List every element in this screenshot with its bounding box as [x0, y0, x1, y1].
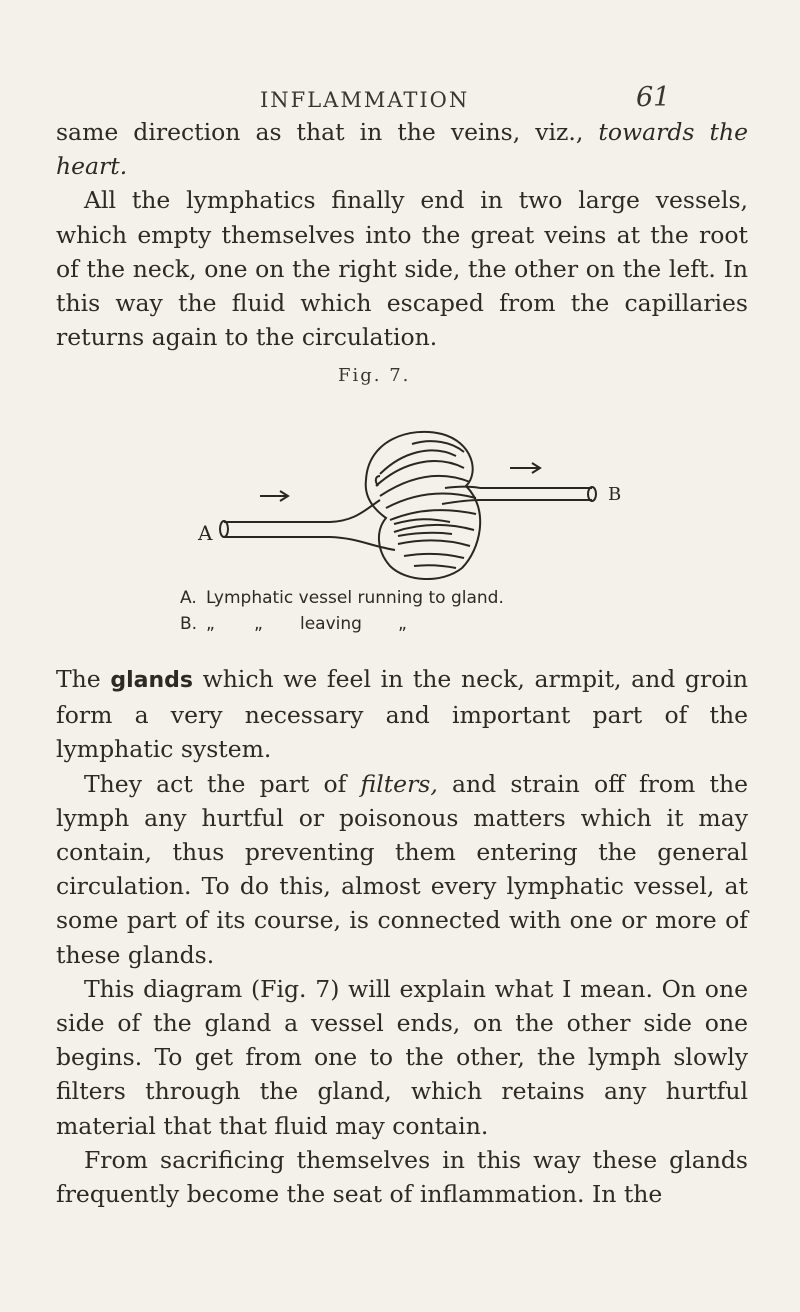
arrow-a	[260, 491, 288, 501]
caption-row-a	[180, 585, 700, 611]
top-text-block	[56, 115, 748, 354]
continuation-paragraph	[56, 115, 748, 183]
continuation-text: same direction as that in the veins, viz.,	[56, 118, 599, 146]
italic-phrase: towards the heart.	[56, 118, 749, 181]
gland-line-5	[390, 510, 476, 520]
glands-rest: which we feel in the neck, armpit, and groin form a very necessary and important part of the lymphatic system.	[56, 665, 748, 764]
gland-hook	[376, 476, 380, 486]
vessel-b-end	[588, 487, 596, 501]
figure-caption	[180, 585, 700, 637]
vessel-a	[224, 500, 395, 550]
glands-paragraph	[56, 662, 748, 767]
filters-paragraph	[56, 767, 748, 972]
caption-key-a: A.	[180, 588, 197, 608]
caption-row-b	[180, 611, 700, 637]
gland-line-8	[404, 554, 464, 558]
label-a: A	[198, 521, 213, 545]
filters-rest: and strain off from the lymph any hurtful or poisonous matters which it may contain, thus preventing them entering the general circulation. To do this, almost every lymphatic vessel, at some part of its course, is connected with one or more of these glands.	[56, 769, 748, 969]
glands-keyword: glands	[110, 668, 193, 693]
gland-diagram	[180, 400, 640, 580]
filters-start: They act the part of	[84, 769, 361, 798]
gland-line-9	[414, 565, 456, 568]
gland-line-7	[398, 540, 470, 546]
label-b: B	[608, 484, 622, 505]
figure-title: Fig. 7.	[338, 365, 411, 386]
vessel-a-end	[220, 521, 228, 537]
page-number: 61	[636, 82, 671, 113]
lymphatics-paragraph: All the lymphatics finally end in two large vessels, which empty themselves into the great veins at the root of the neck, one on the right side, the other on the left. In this way the fluid which escaped from the capillaries returns again to the circulation.	[56, 186, 748, 352]
inflammation-paragraph: From sacrificing themselves in this way these glands frequently become the seat of inflammation. In the	[56, 1145, 748, 1209]
caption-ditto-2: „	[254, 614, 263, 634]
diagram-paragraph: This diagram (Fig. 7) will explain what I mean. On one side of the gland a vessel ends, on the other side one begins. To get from one to the other, the lymph slowly filters through the gland, which retains any hurtful material that that fluid may contain.	[56, 974, 748, 1140]
caption-text-b: leaving	[300, 614, 362, 634]
glands-start: The	[56, 665, 111, 693]
gland-line-6	[394, 525, 474, 532]
main-text-block	[56, 662, 748, 1211]
running-head: INFLAMMATION	[260, 88, 470, 112]
caption-ditto-3: „	[398, 614, 407, 634]
caption-key-b: B.	[180, 614, 198, 634]
filters-italic: filters,	[360, 769, 438, 798]
caption-ditto-1: „	[206, 614, 215, 634]
caption-text-a: Lymphatic vessel running to gland.	[206, 588, 504, 608]
arrow-b	[510, 463, 540, 473]
gland-inner-vessel	[394, 519, 452, 536]
